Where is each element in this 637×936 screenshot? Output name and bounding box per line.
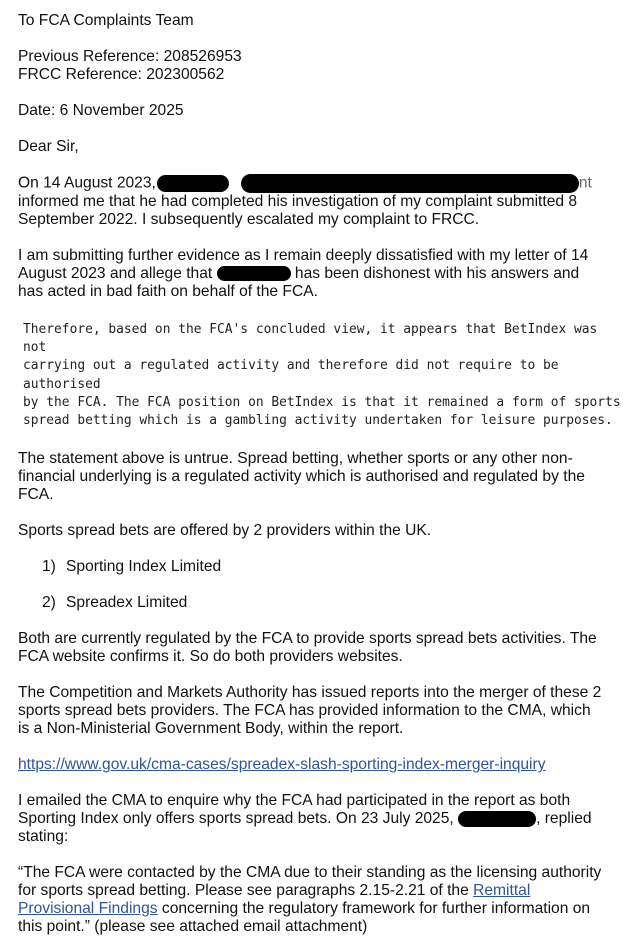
list-item [42,558,622,576]
remittal-link[interactable]: Remittal [473,882,531,900]
para7-line2-end: , replied [536,810,592,828]
quote-line: Therefore, based on the FCA's concluded view, it appears that BetIndex was not [23,322,598,356]
previous-reference: Previous Reference: 208526953 [18,48,242,65]
para2-line3: has acted in bad faith on behalf of the FCA. [18,283,318,300]
list-number: 2) [42,594,56,612]
paragraph-1 [18,174,622,193]
cma-quote-line1: “The FCA were contacted by the CMA due to their standing as the licensing authority [18,864,602,882]
redaction-mark [217,266,291,281]
para2-line2 [18,265,622,283]
para3-line2: financial underlying is a regulated activity which is authorised and regulated by the [18,468,585,486]
para2-line2-start: August 2023 and allege that [18,265,213,282]
list-number: 1) [42,558,56,576]
quote-line: spread betting which is a gambling activity undertaken for leisure purposes. [23,413,613,429]
cma-case-link[interactable]: https://www.gov.uk/cma-cases/spreadex-slash-sporting-index-merger-inquiry [18,756,546,774]
addressee: To FCA Complaints Team [18,12,194,29]
para1-line3: September 2022. I subsequently escalated my complaint to FRCC. [18,211,480,228]
para5-line1: Both are currently regulated by the FCA to provide sports spread bets activities. The [18,630,597,648]
para6-line1: The Competition and Markets Authority has issued reports into the merger of these 2 [18,684,602,702]
list-item [42,594,622,612]
para7-line2-start: Sporting Index only offers sports spread bets. On 23 July 2025, [18,810,454,828]
redaction-mark [157,175,229,192]
para3-line3: FCA. [18,486,54,504]
para7-line3: stating: [18,828,69,846]
redaction-mark [458,811,536,827]
para1-end: nt [578,174,592,192]
provisional-findings-link[interactable]: Provisional Findings [18,900,158,918]
para6-line3: is a Non-Ministerial Government Body, within the report. [18,720,404,738]
para5-line2: FCA website confirms it. So do both providers websites. [18,648,403,666]
para7-line2 [18,810,622,828]
para2-line1: I am submitting further evidence as I remain deeply dissatisfied with my letter of 14 [18,247,589,264]
salutation: Dear Sir, [18,138,79,155]
cma-quote-line3-end: concerning the regulatory framework for further information on [161,900,591,918]
frcc-reference: FRCC Reference: 202300562 [18,66,225,83]
para4: Sports spread bets are offered by 2 providers within the UK. [18,522,432,540]
redaction-mark [241,174,579,193]
provider-name: Sporting Index Limited [66,558,222,576]
letter-date: Date: 6 November 2025 [18,102,184,119]
para3-line1: The statement above is untrue. Spread betting, whether sports or any other non- [18,450,573,468]
para7-line1: I emailed the CMA to enquire why the FCA had participated in the report as both [18,792,571,810]
para1-line2: informed me that he had completed his investigation of my complaint submitted 8 [18,193,578,210]
quoted-excerpt [18,321,622,430]
letter-body [18,12,622,936]
para1-start: On 14 August 2023, [18,174,156,192]
cma-quote-line2-start: for sports spread betting. Please see paragraphs 2.15-2.21 of the [18,882,469,900]
para6-line2: sports spread bets providers. The FCA has provided information to the CMA, which [18,702,591,720]
cma-quote-line2 [18,882,622,900]
cma-quote-line4: this point.” (please see attached email attachment) [18,918,368,936]
quote-line: carrying out a regulated activity and therefore did not require to be authorised [23,358,559,392]
provider-name: Spreadex Limited [66,594,188,612]
para2-line2-end: has been dishonest with his answers and [294,265,580,282]
quote-line: by the FCA. The FCA position on BetIndex is that it remained a form of sports [23,394,621,410]
